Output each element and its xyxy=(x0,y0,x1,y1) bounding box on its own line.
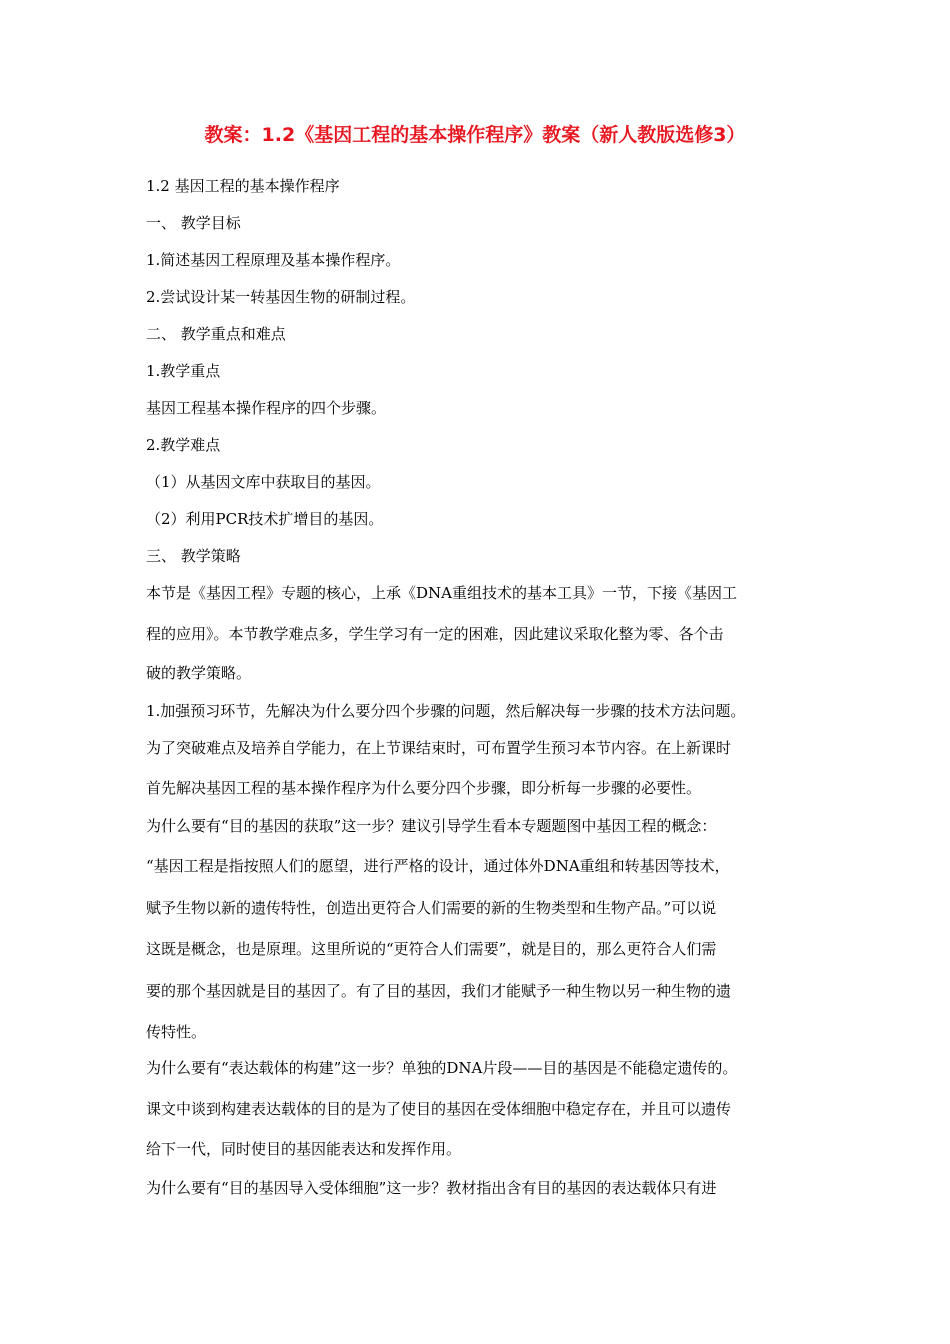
text-line: 传特性。 xyxy=(146,1023,207,1041)
text-line: 1.2 基因工程的基本操作程序 xyxy=(146,177,340,195)
text-line: 2.教学难点 xyxy=(146,436,221,454)
text-line: 1.加强预习环节，先解决为什么要分四个步骤的问题，然后解决每一步骤的技术方法问题。 xyxy=(146,702,746,720)
text-line: 一、 教学目标 xyxy=(146,214,241,232)
text-line: 给下一代，同时使目的基因能表达和发挥作用。 xyxy=(146,1140,462,1158)
text-line: “基因工程是指按照人们的愿望，进行严格的设计，通过体外DNA重组和转基因等技术， xyxy=(146,857,730,875)
text-line: 三、 教学策略 xyxy=(146,547,241,565)
text-line: 为什么要有“目的基因的获取”这一步？建议引导学生看本专题题图中基因工程的概念： xyxy=(146,817,717,835)
text-line: 破的教学策略。 xyxy=(146,664,252,682)
text-line: 首先解决基因工程的基本操作程序为什么要分四个步骤，即分析每一步骤的必要性。 xyxy=(146,779,702,797)
text-line: 为什么要有“目的基因导入受体细胞”这一步？教材指出含有目的基因的表达载体只有进 xyxy=(146,1179,717,1197)
document-title: 教案：1.2《基因工程的基本操作程序》教案（新人教版选修3） xyxy=(204,124,746,146)
text-line: （2）利用PCR技术扩增目的基因。 xyxy=(146,510,384,528)
text-line: 赋予生物以新的遗传特性，创造出更符合人们需要的新的生物类型和生物产品。”可以说 xyxy=(146,899,717,917)
text-line: 程的应用》。本节教学难点多，学生学习有一定的困难，因此建议采取化整为零、各个击 xyxy=(146,625,724,643)
text-line: 本节是《基因工程》专题的核心，上承《DNA重组技术的基本工具》一节，下接《基因工 xyxy=(146,584,737,602)
text-line: 2.尝试设计某一转基因生物的研制过程。 xyxy=(146,288,416,306)
text-line: 1.简述基因工程原理及基本操作程序。 xyxy=(146,251,401,269)
text-line: 基因工程基本操作程序的四个步骤。 xyxy=(146,399,387,417)
text-line: 1.教学重点 xyxy=(146,362,221,380)
text-line: 为了突破难点及培养自学能力，在上节课结束时，可布置学生预习本节内容。在上新课时 xyxy=(146,739,732,757)
text-line: 课文中谈到构建表达载体的目的是为了使目的基因在受体细胞中稳定存在，并且可以遗传 xyxy=(146,1100,732,1118)
text-line: 二、 教学重点和难点 xyxy=(146,325,286,343)
text-line: 要的那个基因就是目的基因了。有了目的基因，我们才能赋予一种生物以另一种生物的遗 xyxy=(146,982,732,1000)
text-line: （1）从基因文库中获取目的基因。 xyxy=(146,473,381,491)
text-line: 这既是概念，也是原理。这里所说的“更符合人们需要”，就是目的，那么更符合人们需 xyxy=(146,940,717,958)
text-line: 为什么要有“表达载体的构建”这一步？单独的DNA片段——目的基因是不能稳定遗传的。 xyxy=(146,1059,738,1077)
